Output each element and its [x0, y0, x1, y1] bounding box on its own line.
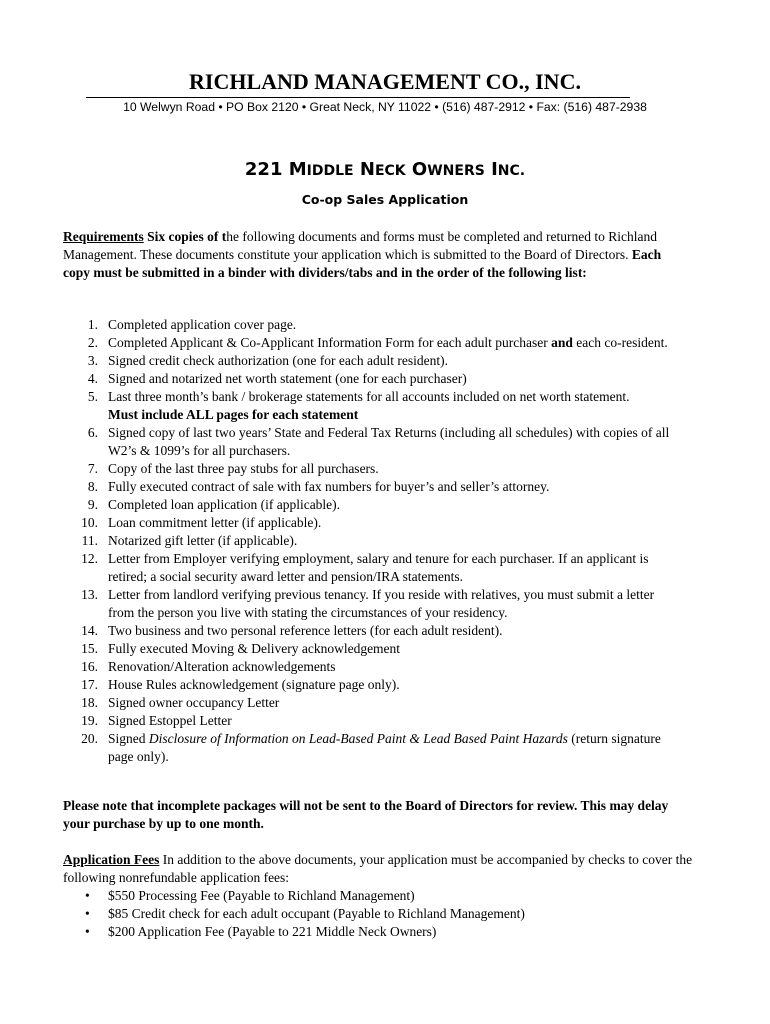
title-part: O — [405, 159, 428, 180]
fees-label: Application Fees — [63, 852, 160, 867]
list-item: 6. Signed copy of last two years’ State and Federal Tax Returns (including all schedules) with copies of all W2’s & 1099’s for all purchasers. — [87, 425, 670, 458]
list-item-text: Signed copy of last two years’ State and Federal Tax Returns (including all schedules) with copies of all W2’s & 1099’s for all purchasers. — [108, 425, 670, 458]
list-item: 1. Completed application cover page. — [87, 317, 297, 332]
fees-list — [63, 887, 525, 941]
list-item-text: Renovation/Alteration acknowledgements — [108, 659, 336, 674]
list-item-text: each co-resident. — [572, 335, 668, 350]
required-documents-list — [63, 316, 683, 766]
list-item: 20. Signed Disclosure of Information on Lead-Based Paint & Lead Based Paint Hazards (return signature page only). — [81, 731, 661, 764]
list-item: 17. House Rules acknowledgement (signature page only). — [81, 677, 400, 692]
list-item: 2. Completed Applicant & Co-Applicant Information Form for each adult purchaser and each co-resident. — [87, 335, 668, 350]
list-item: 11. Notarized gift letter (if applicable). — [81, 533, 298, 548]
list-item-text: House Rules acknowledgement (signature page only). — [108, 677, 400, 692]
list-item: 3. Signed credit check authorization (one for each adult resident). — [87, 353, 448, 368]
list-item: 15. Fully executed Moving & Delivery acknowledgement — [81, 641, 401, 656]
bullet-icon: • — [85, 924, 90, 939]
list-item-text: Signed owner occupancy Letter — [108, 695, 280, 710]
header-rule — [86, 97, 630, 98]
list-item-text: $85 Credit check for each adult occupant (Payable to Richland Management) — [108, 906, 525, 921]
list-item: 16. Renovation/Alteration acknowledgements — [81, 659, 336, 674]
list-item-text: $200 Application Fee (Payable to 221 Middle Neck Owners) — [108, 924, 437, 939]
requirements-bold-start: Six copies of t — [143, 229, 227, 244]
list-item — [63, 887, 525, 905]
title-part: IDDLE — [306, 163, 354, 179]
title-part: NC. — [497, 163, 526, 179]
list-item: 19. Signed Estoppel Letter — [81, 713, 232, 728]
list-item — [63, 905, 525, 923]
list-item: 7. Copy of the last three pay stubs for all purchasers. — [87, 461, 379, 476]
list-item-text: Signed and notarized net worth statement (one for each purchaser) — [108, 371, 467, 386]
list-item-text: Completed Applicant & Co-Applicant Information Form for each adult purchaser — [108, 335, 552, 350]
bullet-icon: • — [85, 906, 90, 921]
list-item-text: (return signature page only). — [108, 731, 661, 764]
list-item-text: Fully executed contract of sale with fax numbers for buyer’s and seller’s attorney. — [108, 479, 550, 494]
document-subtitle: Co-op Sales Application — [301, 192, 469, 207]
incomplete-packages-note: Please note that incomplete packages will not be sent to the Board of Directors for review. This may delay your purchase by up to one month. — [63, 798, 669, 831]
list-item: 18. Signed owner occupancy Letter — [81, 695, 280, 710]
list-item-text: Letter from landlord verifying previous tenancy. If you reside with relatives, you must submit a letter from the person you live with stating the circumstances of your residency. — [108, 587, 655, 620]
list-item-text: Letter from Employer verifying employment, salary and tenure for each purchaser. If an applicant is retired; a social security award letter and pension/IRA statements. — [108, 551, 649, 584]
list-item-text: Fully executed Moving & Delivery acknowledgement — [108, 641, 401, 656]
document-title — [0, 158, 770, 183]
list-item-bold: Must include ALL pages for each statement — [108, 407, 359, 422]
list-item: 4. Signed and notarized net worth statement (one for each purchaser) — [87, 371, 467, 386]
list-item-text: Signed — [108, 731, 149, 746]
bullet-icon: • — [85, 888, 90, 903]
list-item: 9. Completed loan application (if applicable). — [87, 497, 341, 512]
list-item-text: Notarized gift letter (if applicable). — [108, 533, 298, 548]
list-item: 14. Two business and two personal reference letters (for each adult resident). — [81, 623, 503, 638]
title-part: WNERS — [427, 163, 485, 179]
application-fees-paragraph — [63, 851, 703, 887]
list-item-text: Copy of the last three pay stubs for all purchasers. — [108, 461, 379, 476]
title-part: 221 M — [244, 159, 307, 180]
company-name: RICHLAND MANAGEMENT CO., INC. — [189, 69, 581, 94]
requirements-paragraph — [63, 228, 678, 282]
list-item: 10. Loan commitment letter (if applicable). — [81, 515, 322, 530]
list-item-bold: and — [551, 335, 573, 350]
title-part: ECK — [374, 163, 406, 179]
fees-text: In addition to the above documents, your application must be accompanied by checks to cover the following nonrefundable application fees: — [63, 852, 693, 885]
title-part: I — [484, 159, 498, 180]
list-item-text: Last three month’s bank / brokerage statements for all accounts included on net worth statement. — [108, 389, 630, 404]
list-item-text: Completed loan application (if applicable). — [108, 497, 341, 512]
title-part: N — [353, 159, 375, 180]
list-item: 13. Letter from landlord verifying previous tenancy. If you reside with relatives, you must submit a letter from the person you live with stating the circumstances of your residency. — [81, 587, 655, 620]
company-address: 10 Welwyn Road • PO Box 2120 • Great Neck, NY 11022 • (516) 487-2912 • Fax: (516) 487-2938 — [123, 100, 647, 114]
list-item-italic: Disclosure of Information on Lead-Based Paint & Lead Based Paint Hazards — [148, 731, 568, 746]
requirements-text: he following documents and forms must be completed and returned to Richland Management. These documents constitute your application which is submitted to the Board of Directors. — [63, 229, 658, 262]
list-item-text: Two business and two personal reference letters (for each adult resident). — [108, 623, 503, 638]
requirements-label: Requirements — [63, 229, 144, 244]
list-item-text: Completed application cover page. — [108, 317, 297, 332]
list-item-text: Signed credit check authorization (one for each adult resident). — [108, 353, 448, 368]
list-item-text: $550 Processing Fee (Payable to Richland Management) — [108, 888, 415, 903]
list-item — [63, 923, 525, 941]
list-item-text: Loan commitment letter (if applicable). — [108, 515, 322, 530]
list-item: 12. Letter from Employer verifying employment, salary and tenure for each purchaser. If an applicant is retired; a social security award letter and pension/IRA statements. — [81, 551, 649, 584]
requirements-bold-end: Each copy must be submitted in a binder with dividers/tabs and in the order of the following list: — [63, 247, 662, 280]
list-item-text: Signed Estoppel Letter — [108, 713, 232, 728]
list-item: 5. Last three month’s bank / brokerage statements for all accounts included on net worth statement. Must include ALL pages for each statement — [87, 389, 630, 422]
list-item: 8. Fully executed contract of sale with fax numbers for buyer’s and seller’s attorney. — [87, 479, 550, 494]
